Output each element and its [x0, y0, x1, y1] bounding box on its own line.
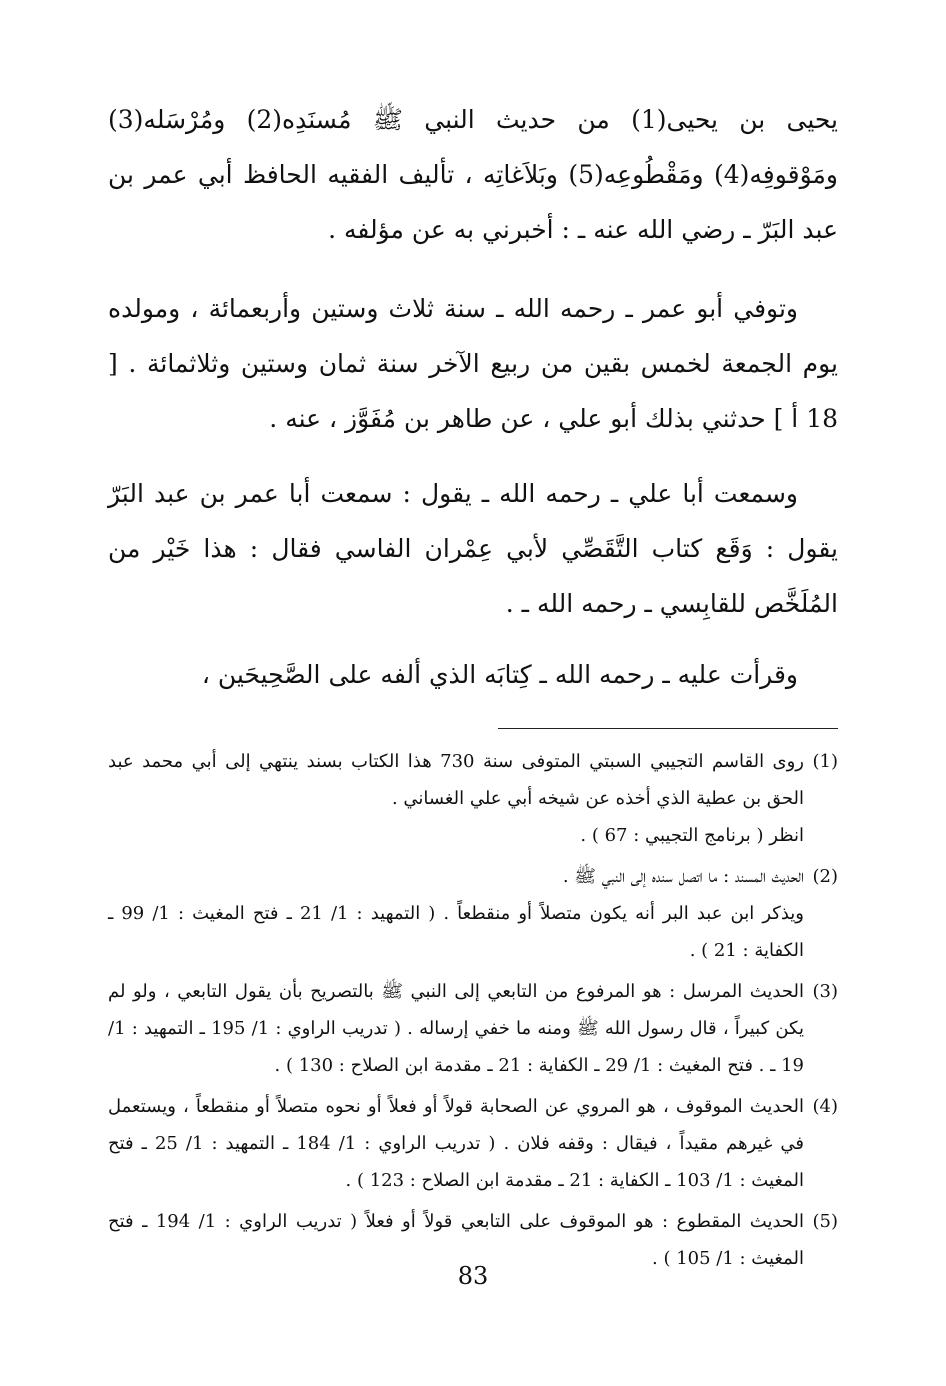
- footnote-text: ويذكر ابن عبد البر أنه يكون متصلاً أو منقطعاً . ( التمهيد : 1/ 21 ـ فتح المغيث : 1/ 99 ـ الكفاية : 21 ) .: [108, 903, 804, 961]
- footnote-text: الحديث الموقوف ، هو المروي عن الصحابة قولاً أو فعلاً أو نحوه متصلاً أو منقطعاً ، ويستعمل في غيرهم مقيداً ، فيقال : وقفه فلان . ( تدريب الراوي : 1/ 184 ـ التمهيد : 1/ 25 ـ فتح المغيث : 1/ 103 ـ الكفاية : 21 ـ مقدمة ابن الصلاح : 123 ) .: [108, 1096, 805, 1191]
- footnote: [108, 973, 838, 1084]
- footnote-number: (3): [812, 981, 838, 1002]
- footnote: [108, 858, 838, 969]
- paragraph: يحيى بن يحيى(1) من حديث النبي ﷺ مُسنَدِه(2) ومُرْسَله(3) ومَوْقوفِه(4) ومَقْطُوعِه(5) وبَلاَغاتِه ، تأليف الفقيه الحافظ أبي عمر بن عبد البَرّ ـ رضي الله عنه ـ : أخبرني به عن مؤلفه .: [108, 105, 838, 244]
- footnote-number: (5): [812, 1211, 838, 1232]
- footnote-divider: [498, 728, 838, 729]
- paragraph: وقرأت عليه ـ رحمه الله ـ كِتابَه الذي ألفه على الصَّحِيحَين ،: [201, 660, 798, 689]
- page-content: [108, 92, 838, 1281]
- main-text: [108, 92, 838, 702]
- footnote-number: (2): [812, 866, 838, 887]
- footnote-text: روى القاسم التجيبي السبتي المتوفى سنة 730 هذا الكتاب بسند ينتهي إلى أبي محمد عبد الحق بن عطية الذي أخذه عن شيخه أبي علي الغساني .: [108, 751, 805, 809]
- footnote-text: الحديث المسند : ما اتصل سنده إلى النبي ﷺ .: [562, 866, 804, 887]
- footnote: [108, 1088, 838, 1199]
- footnote-text: انظر ( برنامج التجيبي : 67 ) .: [580, 825, 804, 846]
- footnotes: [108, 743, 838, 1277]
- footnote-text: الحديث المرسل : هو المرفوع من التابعي إلى النبي ﷺ بالتصريح بأن يقول التابعي ، ولو لم يكن كبيراً ، قال رسول الله ﷺ ومنه ما خفي إرساله . ( تدريب الراوي : 1/ 195 ـ التمهيد : 1/ 19 ـ . فتح المغيث : 1/ 29 ـ الكفاية : 21 ـ مقدمة ابن الصلاح : 130 ) .: [108, 981, 804, 1076]
- page-number: 83: [457, 1262, 489, 1290]
- footnote: [108, 743, 838, 854]
- footnote-text: الحديث المقطوع : هو الموقوف على التابعي قولاً أو فعلاً ( تدريب الراوي : 1/ 194 ـ فتح المغيث : 1/ 105 ) .: [108, 1211, 805, 1269]
- footnote-number: (4): [812, 1096, 838, 1117]
- footnote-number: (1): [812, 751, 838, 772]
- paragraph: وتوفي أبو عمر ـ رحمه الله ـ سنة ثلاث وستين وأربعمائة ، ومولده يوم الجمعة لخمس بقين من ربيع الآخر سنة ثمان وستين وثلاثمائة . [ 18 أ ] حدثني بذلك أبو علي ، عن طاهر بن مُفَوَّز ، عنه .: [108, 294, 838, 433]
- paragraph: وسمعت أبا علي ـ رحمه الله ـ يقول : سمعت أبا عمر بن عبد البَرّ يقول : وَقَع كتاب التَّقَصِّي لأبي عِمْران الفاسي فقال : هذا خَيْر من المُلَخَّص للقابِسي ـ رحمه الله ـ .: [108, 479, 838, 618]
